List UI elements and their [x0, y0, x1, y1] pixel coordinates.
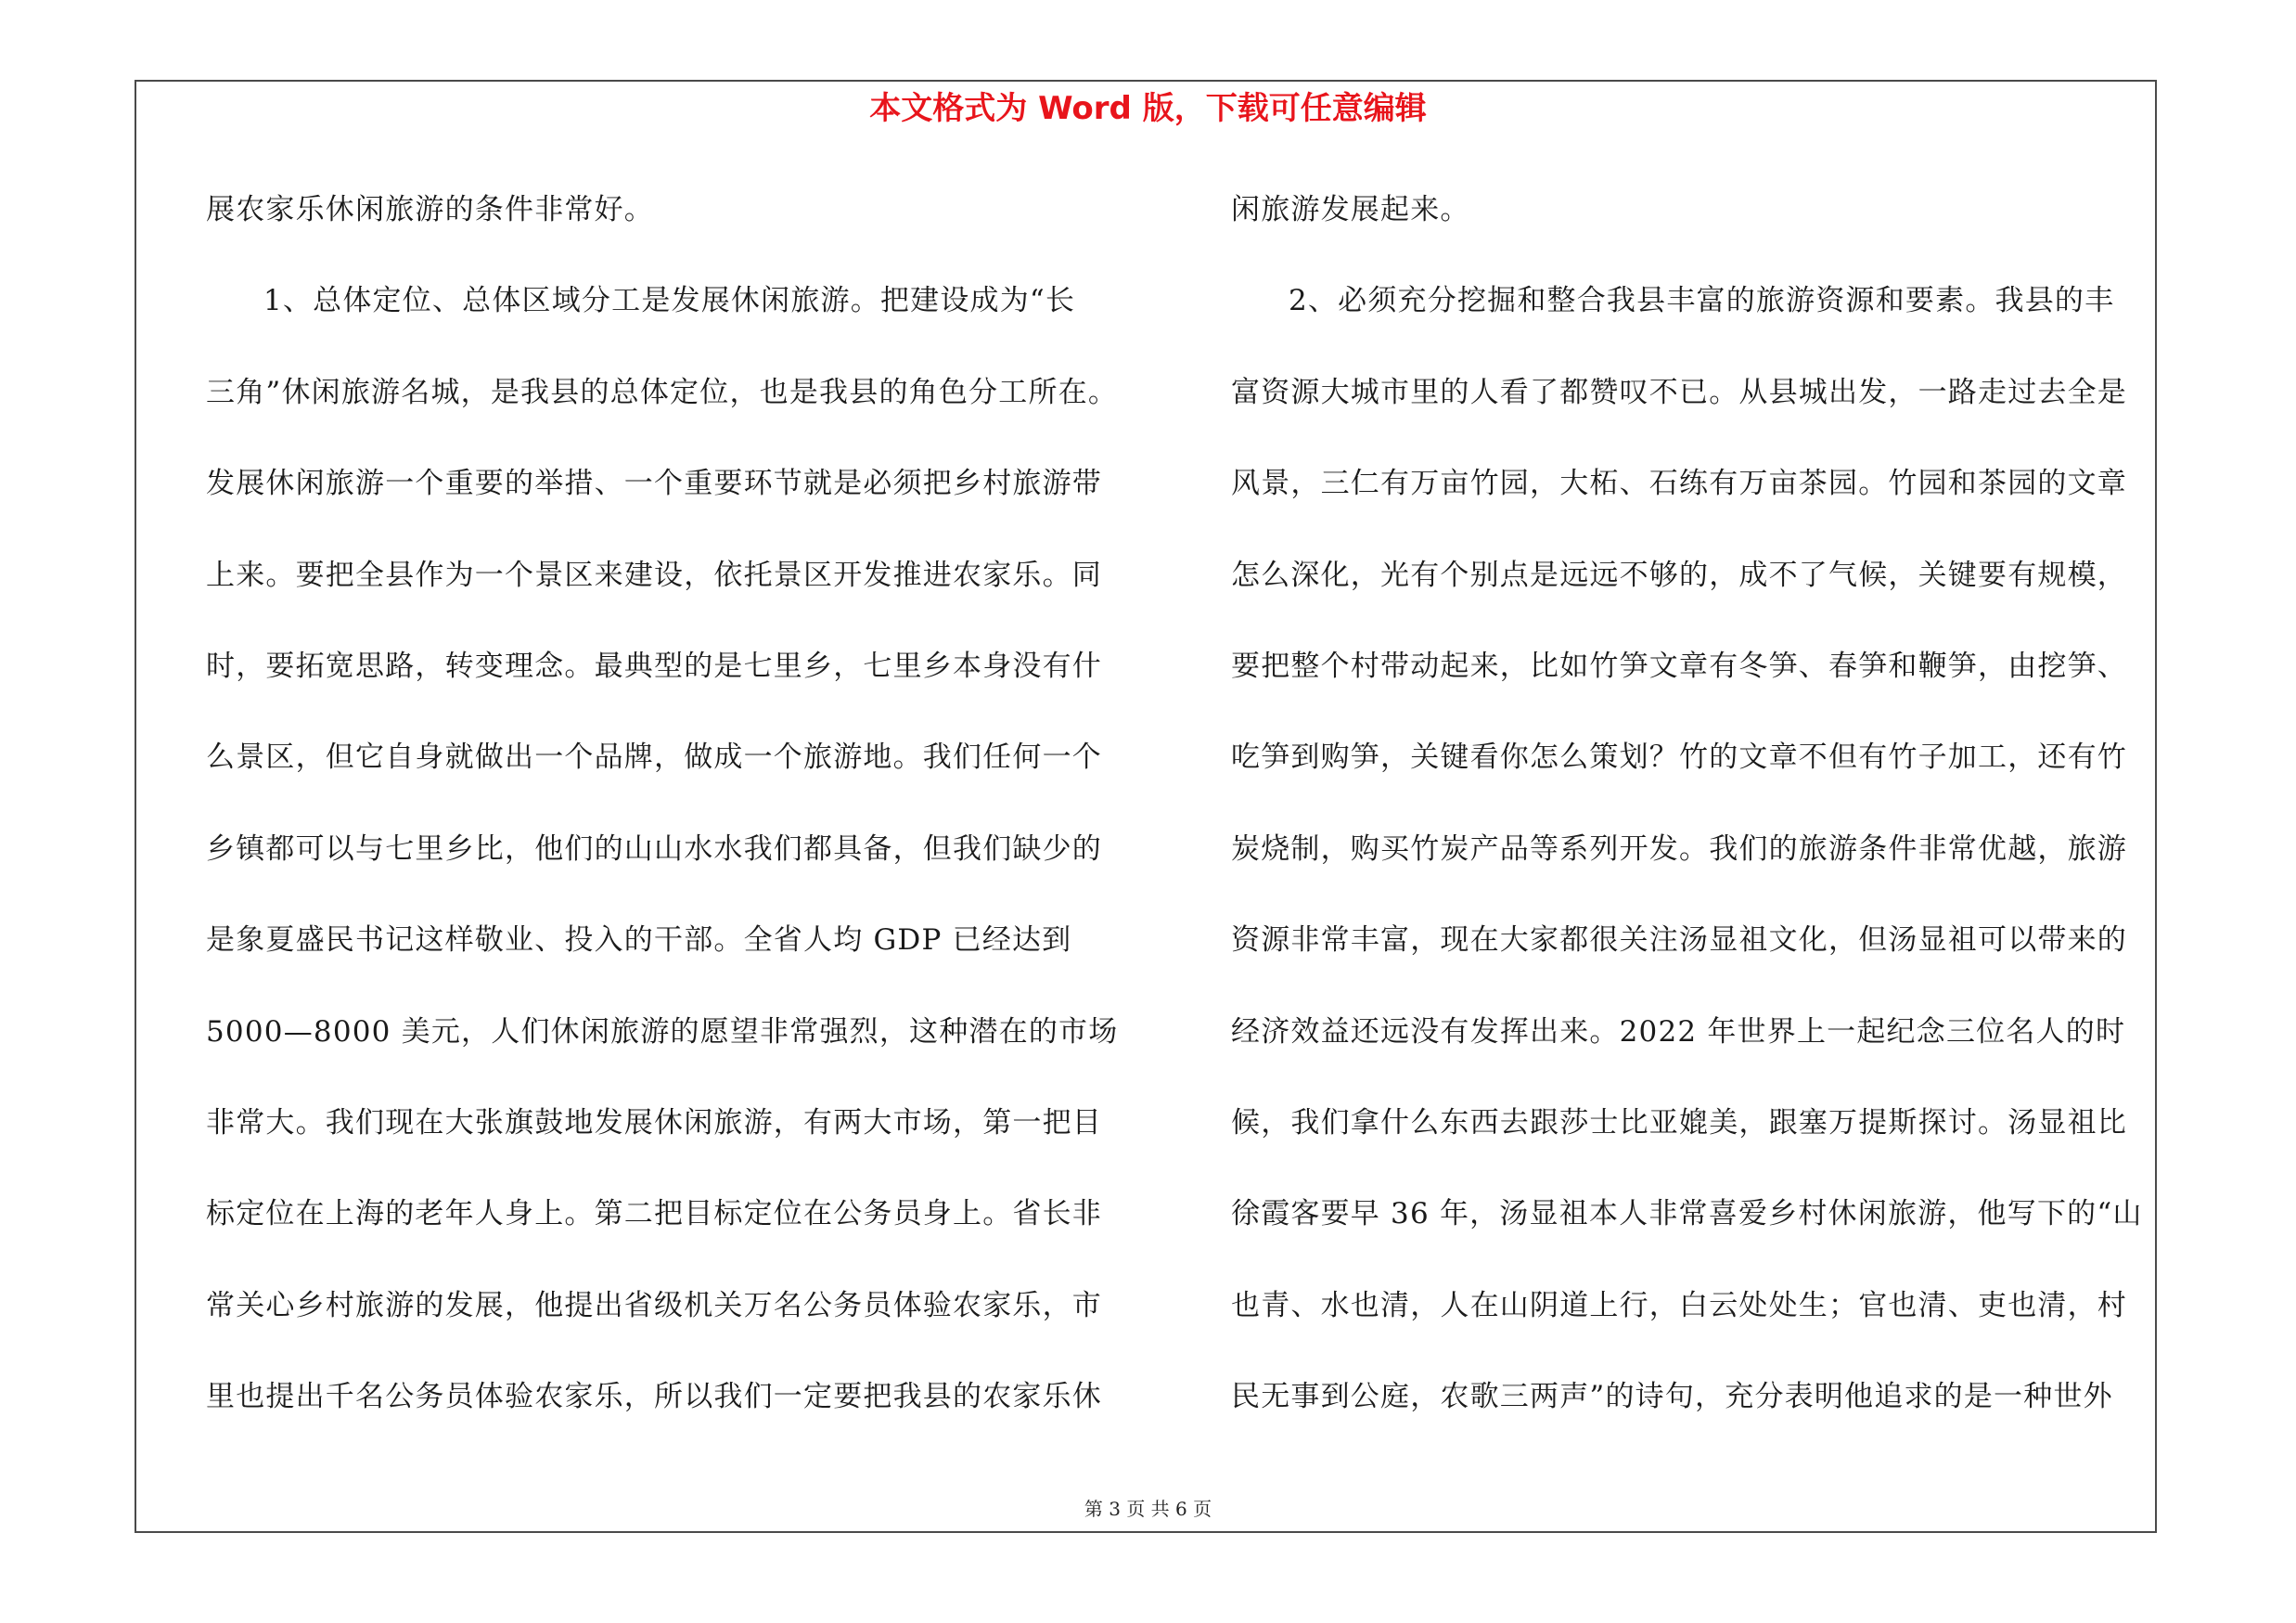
- text-line: 5000—8000 美元，人们休闲旅游的愿望非常强烈，这种潜在的市场: [206, 1014, 1119, 1049]
- text-line: 发展休闲旅游一个重要的举措、一个重要环节就是必须把乡村旅游带: [206, 467, 1102, 501]
- text-line: 经济效益还远没有发挥出来。2022 年世界上一起纪念三位名人的时: [1231, 1014, 2126, 1049]
- text-line: 民无事到公庭，农歌三两声”的诗句，充分表明他追求的是一种世外: [1231, 1380, 2113, 1414]
- text-line: 吃笋到购笋，关键看你怎么策划？竹的文章不但有竹子加工，还有竹: [1231, 741, 2127, 775]
- text-line: 候，我们拿什么东西去跟莎士比亚媲美，跟塞万提斯探讨。汤显祖比: [1231, 1105, 2127, 1140]
- text-line: 时，要拓宽思路，转变理念。最典型的是七里乡，七里乡本身没有什: [206, 649, 1102, 683]
- text-line: 是象夏盛民书记这样敬业、投入的干部。全省人均 GDP 已经达到: [206, 923, 1072, 958]
- text-line: 标定位在上海的老年人身上。第二把目标定位在公务员身上。省长非: [206, 1197, 1102, 1231]
- text-line: 要把整个村带动起来，比如竹笋文章有冬笋、春笋和鞭笋，由挖笋、: [1231, 649, 2127, 683]
- text-line: 徐霞客要早 36 年，汤显祖本人非常喜爱乡村休闲旅游，他写下的“山: [1231, 1197, 2143, 1231]
- text-line: 2、必须充分挖掘和整合我县丰富的旅游资源和要素。我县的丰: [1289, 284, 2115, 318]
- page-number: 第 3 页 共 6 页: [1084, 1498, 1212, 1520]
- text-line: 炭烧制，购买竹炭产品等系列开发。我们的旅游条件非常优越，旅游: [1231, 831, 2127, 866]
- text-line: 风景，三仁有万亩竹园，大柘、石练有万亩茶园。竹园和茶园的文章: [1231, 467, 2127, 501]
- left-column: [206, 182, 1124, 1460]
- text-line: 怎么深化，光有个别点是远远不够的，成不了气候，关键要有规模，: [1231, 558, 2127, 592]
- text-line: 乡镇都可以与七里乡比，他们的山山水水我们都具备，但我们缺少的: [206, 831, 1102, 866]
- text-line: 常关心乡村旅游的发展，他提出省级机关万名公务员体验农家乐，市: [206, 1288, 1102, 1322]
- text-line: 三角”休闲旅游名城，是我县的总体定位，也是我县的角色分工所在。: [206, 375, 1119, 409]
- text-line: 闲旅游发展起来。: [1231, 193, 1470, 226]
- format-notice: 本文格式为 Word 版，下载可任意编辑: [869, 90, 1427, 127]
- text-line: 上来。要把全县作为一个景区来建设，依托景区开发推进农家乐。同: [206, 558, 1102, 592]
- text-line: 么景区，但它自身就做出一个品牌，做成一个旅游地。我们任何一个: [206, 741, 1102, 775]
- text-line: 里也提出千名公务员体验农家乐，所以我们一定要把我县的农家乐休: [206, 1380, 1102, 1414]
- text-line: 资源非常丰富，现在大家都很关注汤显祖文化，但汤显祖可以带来的: [1231, 923, 2127, 958]
- right-column: [1231, 182, 2159, 1460]
- text-line: 展农家乐休闲旅游的条件非常好。: [206, 193, 654, 226]
- text-line: 也青、水也清，人在山阴道上行，白云处处生；官也清、吏也清，村: [1231, 1288, 2127, 1322]
- text-line: 非常大。我们现在大张旗鼓地发展休闲旅游，有两大市场，第一把目: [206, 1105, 1102, 1140]
- text-line: 1、总体定位、总体区域分工是发展休闲旅游。把建设成为“长: [263, 284, 1076, 318]
- text-line: 富资源大城市里的人看了都赞叹不已。从县城出发，一路走过去全是: [1231, 375, 2127, 409]
